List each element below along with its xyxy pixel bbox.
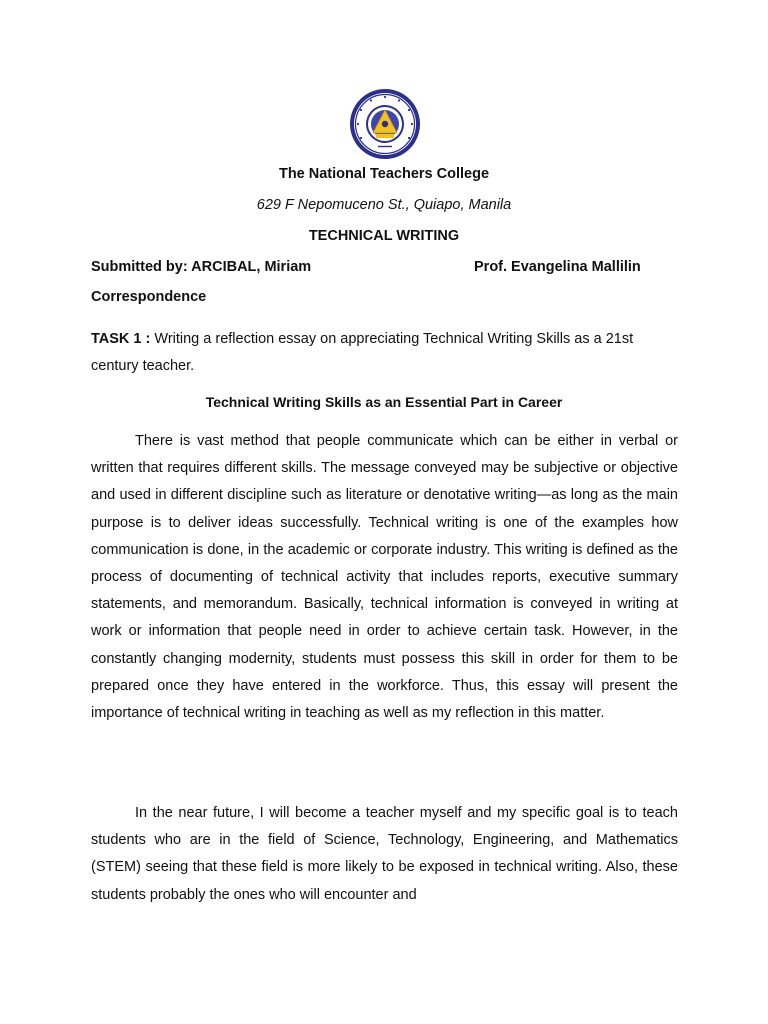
task-text: Writing a reflection essay on appreciating Technical Writing Skills as a 21st century teacher.	[91, 331, 634, 374]
college-name: The National Teachers College	[278, 166, 490, 182]
essay-title: Technical Writing Skills as an Essential Part in Career	[205, 394, 563, 410]
task-label: TASK 1	[91, 331, 142, 347]
submitted-by: Submitted by: ARCIBAL, Miriam	[91, 259, 312, 275]
task-description	[91, 326, 671, 380]
task-separator: :	[141, 331, 155, 347]
college-address: 629 F Nepomuceno St., Quiapo, Manila	[256, 197, 512, 213]
college-seal-logo	[349, 88, 421, 160]
course-title: TECHNICAL WRITING	[308, 228, 460, 244]
professor-name: Prof. Evangelina Mallilin	[474, 259, 641, 275]
essay-paragraph-1: There is vast method that people communicate which can be either in verbal or written that requires different skills. The message conveyed may be subjective or objective and used in different discipline such as literature or denotative writing—as long as the main purpose is to deliver ideas successfully. Technical writing is one of the examples how communication is done, in the academic or corporate industry. This writing is defined as the process of documenting of technical activity that includes reports, executive summary statements, and memorandum. Basically, technical information is conveyed in writing at work or information that people need in order to achieve certain task. However, in the constantly changing modernity, students must possess this skill in order for them to be prepared once they have entered in the workforce. Thus, this essay will present the importance of technical writing in teaching as well as my reflection in this matter.	[91, 433, 678, 722]
section-name: Correspondence	[91, 289, 207, 305]
essay-paragraph-2: In the near future, I will become a teacher myself and my specific goal is to teach students who are in the field of Science, Technology, Engineering, and Mathematics (STEM) seeing that these field is more likely to be exposed in technical writing. Also, these students probably the ones who will encounter and	[91, 805, 678, 903]
